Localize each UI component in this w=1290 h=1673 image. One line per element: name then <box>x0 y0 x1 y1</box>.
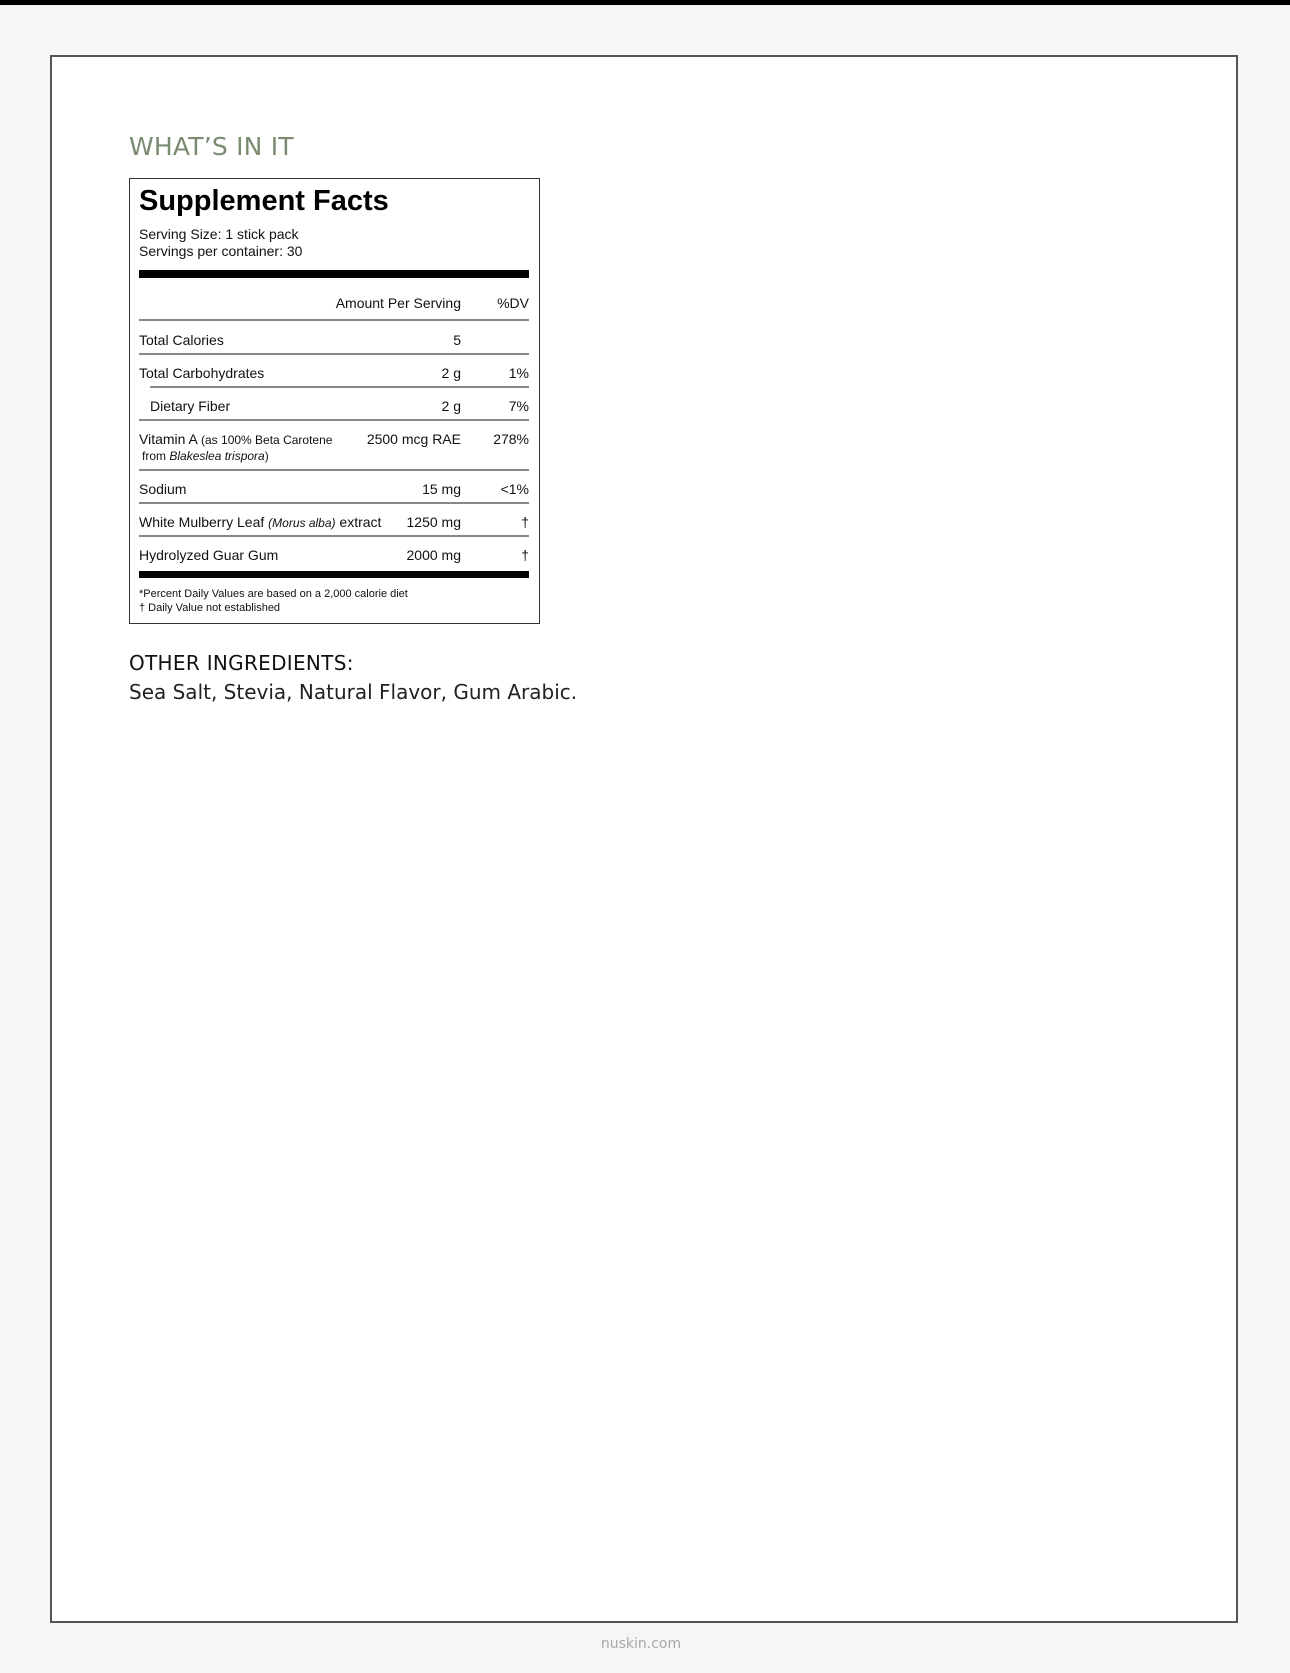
nutrient-dv: 1% <box>508 365 529 381</box>
nutrient-name: Hydrolyzed Guar Gum <box>139 547 279 563</box>
nutrient-dv: 278% <box>493 431 529 447</box>
footnote-daily-values: *Percent Daily Values are based on a 2,000 calorie diet <box>139 588 408 600</box>
nutrient-name <box>139 514 381 530</box>
footer-url: nuskin.com <box>600 1636 682 1652</box>
nutrient-name-suffix: extract <box>339 514 382 530</box>
section-heading: WHAT’S IN IT <box>129 132 294 161</box>
row-divider <box>139 469 529 471</box>
servings-per-container: Servings per container: 30 <box>139 243 303 259</box>
row-divider <box>139 535 529 537</box>
nutrient-amount: 1250 mg <box>406 514 461 530</box>
other-ingredients-heading: OTHER INGREDIENTS: <box>129 651 354 675</box>
nutrient-name: Dietary Fiber <box>150 398 231 414</box>
row-divider <box>150 386 529 388</box>
nutrient-dv: 7% <box>508 398 529 414</box>
nutrient-source-note: (as 100% Beta Carotene <box>201 433 333 447</box>
supplement-facts-panel <box>129 178 540 624</box>
supplement-facts-title: Supplement Facts <box>139 185 389 217</box>
nutrient-latin-name: (Morus alba) <box>268 516 336 530</box>
nutrient-source-close: ) <box>264 449 269 463</box>
nutrient-dv: † <box>521 514 529 530</box>
nutrient-name <box>139 431 332 463</box>
row-divider <box>139 419 529 421</box>
row-divider <box>139 319 529 321</box>
nutrient-name-main: White Mulberry Leaf <box>139 514 265 530</box>
nutrient-amount: 2 g <box>441 398 461 414</box>
nutrient-source-from: from <box>142 449 170 463</box>
nutrient-amount: 5 <box>453 332 461 348</box>
row-divider <box>139 353 529 355</box>
nutrient-name: Total Carbohydrates <box>139 365 265 381</box>
footnote-not-established: † Daily Value not established <box>139 602 281 614</box>
amount-per-serving-header: Amount Per Serving <box>335 295 461 311</box>
top-bar <box>0 0 1290 5</box>
nutrient-amount: 15 mg <box>422 481 461 497</box>
serving-size: Serving Size: 1 stick pack <box>139 226 299 242</box>
nutrient-source-species: Blakeslea trispora <box>169 449 265 463</box>
nutrient-amount: 2000 mg <box>406 547 461 563</box>
row-divider <box>139 502 529 504</box>
nutrient-name-main: Vitamin A <box>139 431 198 447</box>
daily-value-header: %DV <box>497 295 529 311</box>
thick-divider <box>139 571 529 578</box>
other-ingredients-list: Sea Salt, Stevia, Natural Flavor, Gum Arabic. <box>129 680 578 704</box>
thick-divider <box>139 270 529 278</box>
nutrient-amount: 2500 mcg RAE <box>366 431 461 447</box>
nutrient-dv: † <box>521 547 529 563</box>
nutrient-name: Sodium <box>139 481 187 497</box>
nutrient-dv: <1% <box>500 481 529 497</box>
nutrient-amount: 2 g <box>441 365 461 381</box>
nutrient-source-note-line2 <box>142 449 332 463</box>
nutrient-name: Total Calories <box>139 332 224 348</box>
